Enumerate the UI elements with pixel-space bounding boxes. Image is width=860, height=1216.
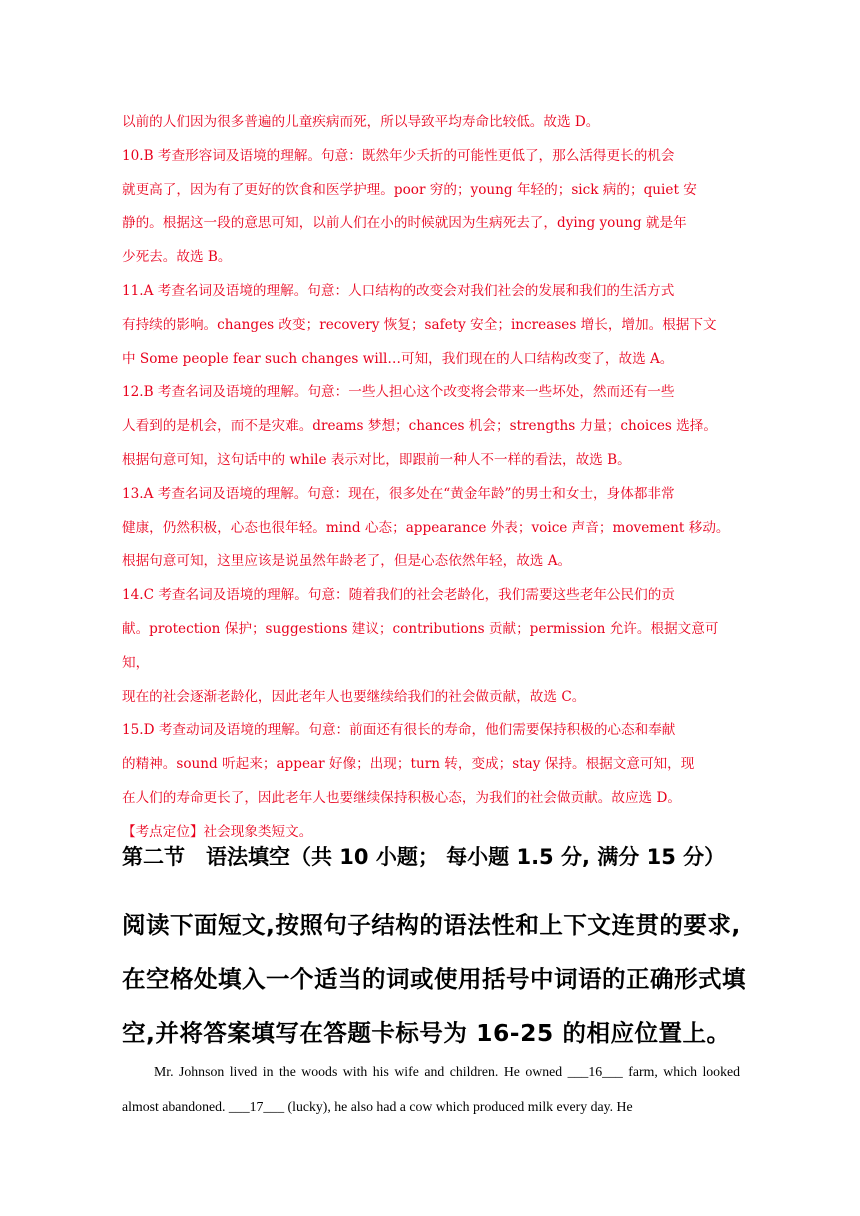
explanation-line: 现在的社会逐渐老龄化，因此老年人也要继续给我们的社会做贡献，故选 C。 xyxy=(122,688,586,705)
section-title: 第二节 语法填空（共 10 小题； 每小题 1.5 分, 满分 15 分） xyxy=(122,845,726,869)
explanation-line: 11.A 考查名词及语境的理解。句意：人口结构的改变会对我们社会的发展和我们的生活方式 xyxy=(122,282,675,299)
explanation-line: 14.C 考查名词及语境的理解。句意：随着我们的社会老龄化，我们需要这些老年公民们的贡 xyxy=(122,587,675,604)
explanation-line: 静的。根据这一段的意思可知，以前人们在小的时候就因为生病死去了，dying young 就是年 xyxy=(122,215,687,232)
explanation-line: 少死去。故选 B。 xyxy=(122,249,232,266)
explanation-line: 以前的人们因为很多普遍的儿童疾病而死，所以导致平均寿命比较低。故选 D。 xyxy=(122,114,600,130)
explanation-line: 人看到的是机会，而不是灾难。dreams 梦想；chances 机会；strengths 力量；choices 选择。 xyxy=(122,418,717,435)
explanation-line: 12.B 考查名词及语境的理解。句意：一些人担心这个改变将会带来一些坏处，然而还有一些 xyxy=(122,384,675,401)
explanation-line: 中 Some people fear such changes will…可知，我们现在的人口结构改变了，故选 A。 xyxy=(122,350,674,367)
explanation-line: 献。protection 保护；suggestions 建议；contributions 贡献；permission 允许。根据文意可知， xyxy=(122,620,719,671)
explanation-line: 13.A 考查名词及语境的理解。句意：现在，很多处在“黄金年龄”的男士和女士，身体都非常 xyxy=(122,485,675,502)
explanation-line: 根据句意可知，这句话中的 while 表示对比，即跟前一种人不一样的看法，故选 B。 xyxy=(122,451,631,468)
answer-explanations xyxy=(122,106,740,850)
explanation-line: 10.B 考查形容词及语境的理解。句意：既然年少夭折的可能性更低了，那么活得更长的机会 xyxy=(122,147,675,164)
explanation-line: 根据句意可知，这里应该是说虽然年龄老了，但是心态依然年轻，故选 A。 xyxy=(122,553,572,570)
explanation-line: 的精神。sound 听起来；appear 好像；出现；turn 转，变成；stay 保持。根据文意可知，现 xyxy=(122,756,695,773)
explanation-line: 有持续的影响。changes 改变；recovery 恢复；safety 安全；increases 增长，增加。根据下文 xyxy=(122,316,717,333)
section-instruction: 阅读下面短文,按照句子结构的语法性和上下文连贯的要求,在空格处填入一个适当的词或使用括号中词语的正确形式填空,并将答案填写在答题卡标号为 16-25 的相应位置上。 xyxy=(122,911,746,1047)
explanation-line: 在人们的寿命更长了，因此老年人也要继续保持积极心态，为我们的社会做贡献。故应选 D。 xyxy=(122,789,681,806)
explanation-line: 15.D 考查动词及语境的理解。句意：前面还有很长的寿命，他们需要保持积极的心态和奉献 xyxy=(122,722,676,739)
reading-passage: Mr. Johnson lived in the woods with his wife and children. He owned ___16___ farm, which looked almost abandoned. ___17___ (lucky), he also had a cow which produced milk every day. He xyxy=(122,1064,740,1114)
explanation-line: 【考点定位】社会现象类短文。 xyxy=(122,823,313,840)
explanation-line: 就更高了，因为有了更好的饮食和医学护理。poor 穷的；young 年轻的；sick 病的；quiet 安 xyxy=(122,181,697,198)
explanation-line: 健康，仍然积极，心态也很年轻。mind 心态；appearance 外表；voice 声音；movement 移动。 xyxy=(122,519,730,536)
